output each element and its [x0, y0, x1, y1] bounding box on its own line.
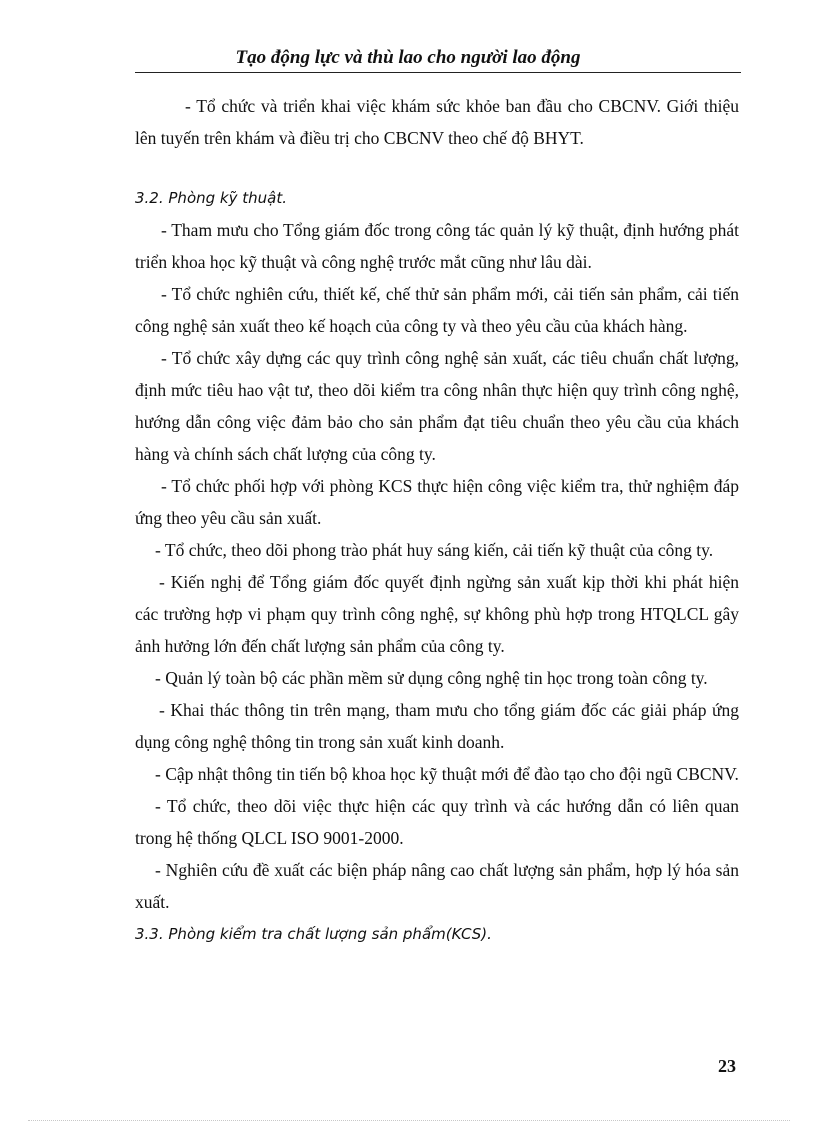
- section-heading: 3.2. Phòng kỹ thuật.: [135, 189, 287, 207]
- running-header-title: Tạo động lực và thù lao cho người lao động: [235, 47, 581, 68]
- page-number: 23: [718, 1056, 736, 1076]
- body-paragraph: - Khai thác thông tin trên mạng, tham mưu cho tổng giám đốc các giải pháp ứng dụng công nghệ thông tin trong sản xuất kinh doanh.: [135, 700, 739, 752]
- body-paragraph: - Tổ chức nghiên cứu, thiết kế, chế thử sản phẩm mới, cải tiến sản phẩm, cải tiến công nghệ sản xuất theo kế hoạch của công ty và theo yêu cầu của khách hàng.: [135, 284, 739, 336]
- section-heading: 3.3. Phòng kiểm tra chất lượng sản phẩm(KCS).: [135, 925, 492, 943]
- body-paragraph: - Nghiên cứu đề xuất các biện pháp nâng cao chất lượng sản phẩm, hợp lý hóa sản xuất.: [135, 860, 739, 912]
- body-paragraph: - Tổ chức xây dựng các quy trình công nghệ sản xuất, các tiêu chuẩn chất lượng, định mức tiêu hao vật tư, theo dõi kiểm tra công nhân thực hiện quy trình công nghệ, hướng dẫn công việc đảm bảo cho sản phẩm đạt tiêu chuẩn theo yêu cầu của khách hàng và chính sách chất lượng của công ty.: [135, 348, 739, 464]
- body-paragraph: - Tổ chức, theo dõi việc thực hiện các quy trình và các hướng dẫn có liên quan trong hệ thống QLCL ISO 9001-2000.: [135, 796, 739, 848]
- body-paragraph: - Kiến nghị để Tổng giám đốc quyết định ngừng sản xuất kịp thời khi phát hiện các trường hợp vi phạm quy trình công nghệ, sự không phù hợp trong HTQLCL gây ảnh hưởng lớn đến chất lượng sản phẩm của công ty.: [135, 572, 739, 656]
- body-paragraph: - Cập nhật thông tin tiến bộ khoa học kỹ thuật mới để đào tạo cho đội ngũ CBCNV.: [155, 764, 739, 784]
- body-paragraph: - Tham mưu cho Tổng giám đốc trong công tác quản lý kỹ thuật, định hướng phát triển khoa học kỹ thuật và công nghệ trước mắt cũng như lâu dài.: [135, 220, 739, 272]
- body-paragraph: - Tổ chức, theo dõi phong trào phát huy sáng kiến, cải tiến kỹ thuật của công ty.: [155, 540, 714, 560]
- header-rule: [135, 72, 741, 73]
- footer-divider: [28, 1120, 790, 1121]
- body-paragraph: - Tổ chức và triển khai việc khám sức khỏe ban đầu cho CBCNV. Giới thiệu lên tuyến trên khám và điều trị cho CBCNV theo chế độ BHYT.: [135, 96, 739, 148]
- body-paragraph: - Quản lý toàn bộ các phần mềm sử dụng công nghệ tin học trong toàn công ty.: [155, 668, 708, 688]
- body-paragraph: - Tổ chức phối hợp với phòng KCS thực hiện công việc kiểm tra, thử nghiệm đáp ứng theo yêu cầu sản xuất.: [135, 476, 739, 528]
- page-body: [135, 90, 739, 950]
